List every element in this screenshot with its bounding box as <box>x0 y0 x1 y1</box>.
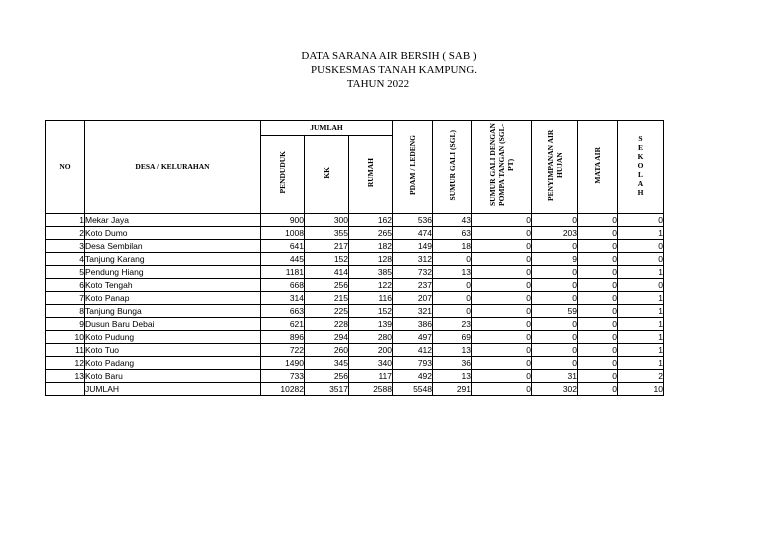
cell-desa: Tanjung Bunga <box>85 305 261 318</box>
cell-desa: Mekar Jaya <box>85 214 261 227</box>
table-row <box>46 318 664 331</box>
header-no: NO <box>46 121 85 214</box>
table-row <box>46 253 664 266</box>
cell-no: 13 <box>46 370 85 383</box>
header-penduduk <box>261 136 305 214</box>
cell-mata-air: 0 <box>578 227 618 240</box>
cell-pam: 793 <box>393 357 433 370</box>
cell-mata-air: 0 <box>578 279 618 292</box>
cell-mata-air: 0 <box>578 331 618 344</box>
cell-sekolah: 1 <box>618 227 664 240</box>
cell-mata-air: 0 <box>578 370 618 383</box>
cell-kk: 225 <box>305 305 349 318</box>
cell-sekolah: 1 <box>618 305 664 318</box>
cell-sgl: 43 <box>433 214 472 227</box>
cell-pam: 312 <box>393 253 433 266</box>
cell-pah: 302 <box>532 383 578 396</box>
cell-pam: 149 <box>393 240 433 253</box>
cell-kk: 3517 <box>305 383 349 396</box>
cell-sekolah: 1 <box>618 331 664 344</box>
cell-sglpt: 0 <box>472 240 532 253</box>
cell-rumah: 182 <box>349 240 393 253</box>
cell-sekolah: 1 <box>618 318 664 331</box>
cell-pah: 0 <box>532 344 578 357</box>
header-pam <box>393 121 433 214</box>
cell-no: 2 <box>46 227 85 240</box>
cell-pah: 203 <box>532 227 578 240</box>
cell-mata-air: 0 <box>578 292 618 305</box>
cell-sgl: 36 <box>433 357 472 370</box>
cell-kk: 217 <box>305 240 349 253</box>
cell-no: 4 <box>46 253 85 266</box>
cell-sglpt: 0 <box>472 370 532 383</box>
cell-desa: Koto Pudung <box>85 331 261 344</box>
table-row <box>46 227 664 240</box>
table-row <box>46 370 664 383</box>
cell-pam: 497 <box>393 331 433 344</box>
table-row <box>46 357 664 370</box>
cell-pam: 321 <box>393 305 433 318</box>
cell-rumah: 265 <box>349 227 393 240</box>
cell-sekolah: 10 <box>618 383 664 396</box>
table-row <box>46 279 664 292</box>
cell-sglpt: 0 <box>472 227 532 240</box>
cell-no: 8 <box>46 305 85 318</box>
cell-desa: Koto Padang <box>85 357 261 370</box>
cell-no: 11 <box>46 344 85 357</box>
cell-mata-air: 0 <box>578 214 618 227</box>
cell-sekolah: 0 <box>618 279 664 292</box>
cell-rumah: 340 <box>349 357 393 370</box>
cell-sekolah: 0 <box>618 214 664 227</box>
cell-pam: 474 <box>393 227 433 240</box>
header-desa: DESA / KELURAHAN <box>85 121 261 214</box>
cell-sglpt: 0 <box>472 253 532 266</box>
cell-desa: Koto Tuo <box>85 344 261 357</box>
cell-sglpt: 0 <box>472 266 532 279</box>
cell-sgl: 0 <box>433 305 472 318</box>
cell-sgl: 63 <box>433 227 472 240</box>
cell-penduduk: 621 <box>261 318 305 331</box>
cell-rumah: 280 <box>349 331 393 344</box>
table-row <box>46 331 664 344</box>
cell-no: 5 <box>46 266 85 279</box>
cell-penduduk: 1490 <box>261 357 305 370</box>
cell-sglpt: 0 <box>472 292 532 305</box>
cell-desa: Koto Tengah <box>85 279 261 292</box>
table-row <box>46 240 664 253</box>
cell-pah: 0 <box>532 279 578 292</box>
sab-table <box>45 120 664 396</box>
cell-penduduk: 314 <box>261 292 305 305</box>
header-mata-air-label: MATA AIR <box>593 146 602 184</box>
cell-rumah: 2588 <box>349 383 393 396</box>
cell-penduduk: 1008 <box>261 227 305 240</box>
cell-sgl: 13 <box>433 266 472 279</box>
cell-penduduk: 668 <box>261 279 305 292</box>
table-row <box>46 266 664 279</box>
cell-rumah: 128 <box>349 253 393 266</box>
cell-kk: 294 <box>305 331 349 344</box>
cell-desa: Koto Panap <box>85 292 261 305</box>
cell-penduduk: 733 <box>261 370 305 383</box>
cell-sekolah: 2 <box>618 370 664 383</box>
cell-kk: 260 <box>305 344 349 357</box>
cell-sekolah: 1 <box>618 292 664 305</box>
header-mata-air <box>578 121 618 214</box>
cell-desa: Dusun Baru Debai <box>85 318 261 331</box>
header-sgl <box>433 121 472 214</box>
cell-no: 10 <box>46 331 85 344</box>
cell-sgl: 69 <box>433 331 472 344</box>
cell-no: 6 <box>46 279 85 292</box>
cell-no: 3 <box>46 240 85 253</box>
table-row <box>46 344 664 357</box>
cell-desa: Tanjung Karang <box>85 253 261 266</box>
document-title: DATA SARANA AIR BERSIH ( SAB ) <box>301 50 477 62</box>
cell-sekolah: 0 <box>618 240 664 253</box>
cell-sglpt: 0 <box>472 331 532 344</box>
cell-kk: 300 <box>305 214 349 227</box>
cell-sekolah: 1 <box>618 266 664 279</box>
document-subtitle: PUSKESMAS TANAH KAMPUNG. <box>310 64 478 76</box>
cell-sgl: 0 <box>433 279 472 292</box>
cell-mata-air: 0 <box>578 383 618 396</box>
cell-kk: 256 <box>305 279 349 292</box>
cell-sglpt: 0 <box>472 357 532 370</box>
cell-rumah: 122 <box>349 279 393 292</box>
header-kk-label: KK <box>322 166 331 179</box>
cell-no <box>46 383 85 396</box>
cell-pam: 536 <box>393 214 433 227</box>
cell-no: 9 <box>46 318 85 331</box>
cell-mata-air: 0 <box>578 305 618 318</box>
cell-rumah: 117 <box>349 370 393 383</box>
cell-no: 12 <box>46 357 85 370</box>
cell-penduduk: 722 <box>261 344 305 357</box>
cell-sgl: 0 <box>433 292 472 305</box>
cell-kk: 345 <box>305 357 349 370</box>
cell-mata-air: 0 <box>578 357 618 370</box>
cell-pah: 0 <box>532 331 578 344</box>
cell-penduduk: 900 <box>261 214 305 227</box>
cell-rumah: 385 <box>349 266 393 279</box>
cell-desa: Koto Baru <box>85 370 261 383</box>
cell-kk: 355 <box>305 227 349 240</box>
cell-pam: 492 <box>393 370 433 383</box>
cell-penduduk: 896 <box>261 331 305 344</box>
cell-rumah: 200 <box>349 344 393 357</box>
cell-penduduk: 10282 <box>261 383 305 396</box>
header-jumlah: JUMLAH <box>261 121 393 136</box>
cell-sglpt: 0 <box>472 383 532 396</box>
header-sglpt-label: SUMUR GALI DENGAN POMPA TANGAN (SGL-PT) <box>488 123 515 207</box>
cell-desa: Koto Dumo <box>85 227 261 240</box>
cell-mata-air: 0 <box>578 344 618 357</box>
cell-pam: 412 <box>393 344 433 357</box>
cell-sglpt: 0 <box>472 279 532 292</box>
header-sekolah <box>618 121 664 214</box>
cell-sglpt: 0 <box>472 318 532 331</box>
cell-sekolah: 1 <box>618 357 664 370</box>
cell-kk: 414 <box>305 266 349 279</box>
header-rumah-label: RUMAH <box>366 157 375 188</box>
cell-pah: 0 <box>532 318 578 331</box>
table-total-row <box>46 383 664 396</box>
header-sgl-label: SUMUR GALI (SGL) <box>447 129 457 201</box>
cell-sgl: 291 <box>433 383 472 396</box>
cell-penduduk: 641 <box>261 240 305 253</box>
header-kk <box>305 136 349 214</box>
header-pam-label: PDAM / LEDENG <box>408 135 417 195</box>
cell-pam: 207 <box>393 292 433 305</box>
cell-sglpt: 0 <box>472 344 532 357</box>
document-year: TAHUN 2022 <box>346 78 410 90</box>
cell-mata-air: 0 <box>578 318 618 331</box>
header-pah-label: PENYIMPANAN AIR HUJAN <box>545 129 564 201</box>
cell-kk: 152 <box>305 253 349 266</box>
cell-sglpt: 0 <box>472 305 532 318</box>
cell-pah: 31 <box>532 370 578 383</box>
cell-rumah: 152 <box>349 305 393 318</box>
cell-pah: 59 <box>532 305 578 318</box>
cell-penduduk: 663 <box>261 305 305 318</box>
table-row <box>46 292 664 305</box>
table-row <box>46 305 664 318</box>
header-sglpt <box>472 121 532 214</box>
cell-sgl: 13 <box>433 370 472 383</box>
cell-rumah: 139 <box>349 318 393 331</box>
cell-pah: 0 <box>532 214 578 227</box>
cell-rumah: 116 <box>349 292 393 305</box>
cell-kk: 215 <box>305 292 349 305</box>
cell-mata-air: 0 <box>578 240 618 253</box>
cell-kk: 256 <box>305 370 349 383</box>
cell-penduduk: 1181 <box>261 266 305 279</box>
cell-mata-air: 0 <box>578 266 618 279</box>
cell-sgl: 18 <box>433 240 472 253</box>
cell-pah: 9 <box>532 253 578 266</box>
header-sekolah-label: SEKOLAH <box>636 133 645 197</box>
cell-desa: JUMLAH <box>85 383 261 396</box>
cell-desa: Desa Sembilan <box>85 240 261 253</box>
cell-rumah: 162 <box>349 214 393 227</box>
cell-pah: 0 <box>532 266 578 279</box>
cell-penduduk: 445 <box>261 253 305 266</box>
cell-pah: 0 <box>532 292 578 305</box>
cell-kk: 228 <box>305 318 349 331</box>
cell-sglpt: 0 <box>472 214 532 227</box>
cell-pah: 0 <box>532 357 578 370</box>
header-pah <box>532 121 578 214</box>
cell-no: 1 <box>46 214 85 227</box>
header-rumah <box>349 136 393 214</box>
cell-mata-air: 0 <box>578 253 618 266</box>
cell-pah: 0 <box>532 240 578 253</box>
cell-pam: 386 <box>393 318 433 331</box>
cell-sgl: 0 <box>433 253 472 266</box>
table-row <box>46 214 664 227</box>
cell-sgl: 13 <box>433 344 472 357</box>
cell-pam: 237 <box>393 279 433 292</box>
cell-pam: 732 <box>393 266 433 279</box>
cell-pam: 5548 <box>393 383 433 396</box>
cell-desa: Pendung Hiang <box>85 266 261 279</box>
header-penduduk-label: PENDUDUK <box>278 151 287 194</box>
cell-sekolah: 1 <box>618 344 664 357</box>
table-body <box>46 214 664 396</box>
cell-sgl: 23 <box>433 318 472 331</box>
cell-no: 7 <box>46 292 85 305</box>
cell-sekolah: 0 <box>618 253 664 266</box>
